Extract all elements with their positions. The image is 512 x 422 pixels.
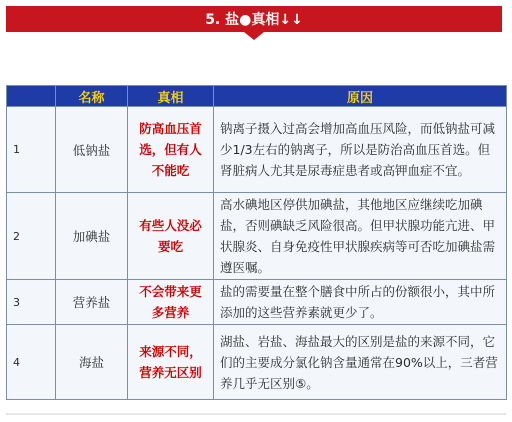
header-truth: 真相 <box>128 86 214 107</box>
row-reason: 钠离子摄入过高会增加高血压风险，而低钠盐可减少1/3左右的钠离子，所以是防治高血压首选。但肾脏病人尤其是尿毒症患者或高钾血症不宜。 <box>214 107 507 193</box>
header-index <box>7 86 56 107</box>
row-name: 海盐 <box>56 325 128 400</box>
row-index: 2 <box>7 193 56 280</box>
row-index: 3 <box>7 280 56 325</box>
row-index: 4 <box>7 325 56 400</box>
table-row <box>7 325 507 400</box>
row-name: 营养盐 <box>56 280 128 325</box>
section-banner <box>6 6 502 32</box>
row-name: 加碘盐 <box>56 193 128 280</box>
banner-title: 5. 盐●真相↓↓ <box>205 12 303 28</box>
row-index: 1 <box>7 107 56 193</box>
row-reason: 高水碘地区停供加碘盐，其他地区应继续吃加碘盐，否则碘缺乏风险很高。但甲状腺功能亢进、甲状腺炎、自身免疫性甲状腺疾病等可否吃加碘盐需遵医嘱。 <box>214 193 507 280</box>
row-truth: 有些人没必要吃 <box>128 193 214 280</box>
row-name: 低钠盐 <box>56 107 128 193</box>
row-reason: 盐的需要量在整个膳食中所占的份额很小，其中所添加的这些营养素就更少了。 <box>214 280 507 325</box>
table-row <box>7 193 507 280</box>
table-row <box>7 280 507 325</box>
salt-facts-table <box>6 85 507 400</box>
table-row <box>7 107 507 193</box>
row-reason: 湖盐、岩盐、海盐最大的区别是盐的来源不同，它们的主要成分氯化钠含量通常在90%以上，三者营养几乎无区别⑤。 <box>214 325 507 400</box>
banner-pointer <box>244 32 264 40</box>
row-truth: 不会带来更多营养 <box>128 280 214 325</box>
row-truth: 来源不同，营养无区别 <box>128 325 214 400</box>
row-truth: 防高血压首选，但有人不能吃 <box>128 107 214 193</box>
header-name: 名称 <box>56 86 128 107</box>
table-header-row <box>7 86 507 107</box>
bottom-divider <box>6 413 506 415</box>
header-reason: 原因 <box>214 86 507 107</box>
